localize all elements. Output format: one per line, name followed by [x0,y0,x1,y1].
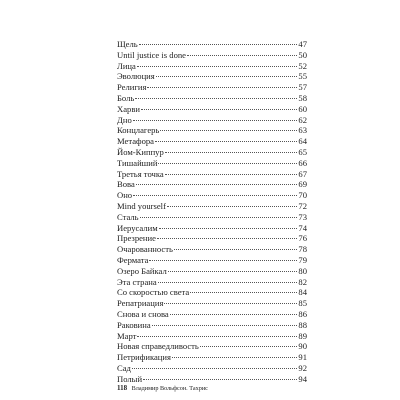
toc-dot-leader [165,152,298,153]
toc-entry [117,341,307,352]
toc-entry [117,136,307,147]
toc-entry-page: 60 [298,103,307,114]
toc-entry-page: 89 [298,330,307,341]
toc-entry-title: Тишайший [117,157,158,168]
toc-dot-leader [190,292,297,293]
toc-entry-page: 91 [298,352,307,363]
toc-dot-leader [132,368,297,369]
toc-entry-page: 62 [298,114,307,125]
toc-entry [117,212,307,223]
toc-dot-leader [174,249,298,250]
toc-dot-leader [168,271,298,272]
toc-entry-title: Mind yourself [117,200,166,211]
toc-entry [117,82,307,93]
toc-entry-page: 63 [298,125,307,136]
toc-entry-title: Оно [117,190,133,201]
toc-entry [117,223,307,234]
toc-entry-title: Полый [117,373,143,384]
toc-entry-page: 94 [298,373,307,384]
table-of-contents [117,39,307,385]
toc-dot-leader [137,336,297,337]
toc-entry-title: Йом-Киппур [117,146,164,157]
toc-entry [117,169,307,180]
toc-entry-page: 73 [298,211,307,222]
toc-entry [117,158,307,169]
toc-dot-leader [155,141,297,142]
toc-dot-leader [136,184,298,185]
toc-dot-leader [167,206,297,207]
page-number: 118 [117,384,128,392]
toc-entry [117,331,307,342]
toc-dot-leader [158,282,298,283]
toc-dot-leader [156,76,298,77]
toc-entry-title: Март [117,330,137,341]
toc-entry-title: Иерусалим [117,222,158,233]
toc-entry-page: 58 [298,92,307,103]
running-footer-text: Владимир Вольфсон. Тахрис [131,385,208,392]
toc-dot-leader [149,260,297,261]
toc-entry-title: Репатриация [117,298,164,309]
toc-dot-leader [160,130,297,131]
toc-entry [117,190,307,201]
toc-entry-page: 88 [298,319,307,330]
toc-entry [117,255,307,266]
toc-entry [117,93,307,104]
toc-entry-page: 76 [298,233,307,244]
toc-entry-title: Петрификация [117,352,171,363]
toc-dot-leader [133,195,297,196]
toc-entry-title: Боль [117,92,135,103]
toc-entry-title: Лица [117,60,136,71]
toc-entry-page: 67 [298,168,307,179]
toc-entry-page: 65 [298,146,307,157]
toc-entry-title: Презрение [117,233,156,244]
toc-entry [117,179,307,190]
toc-entry [117,244,307,255]
toc-entry [117,125,307,136]
toc-entry-title: Until justice is done [117,49,186,60]
toc-entry [117,147,307,158]
toc-dot-leader [135,98,297,99]
toc-entry-page: 47 [298,39,307,49]
toc-entry-page: 70 [298,190,307,201]
toc-dot-leader [143,379,297,380]
page-footer [117,384,208,393]
toc-entry [117,363,307,374]
toc-entry [117,352,307,363]
toc-entry-page: 78 [298,244,307,255]
toc-dot-leader [170,314,298,315]
toc-entry-page: 92 [298,362,307,373]
toc-entry-title: Сад [117,362,131,373]
toc-entry-title: Дно [117,114,132,125]
toc-entry-title: Метафора [117,136,154,147]
toc-entry-title: Озеро Байкал [117,265,167,276]
toc-entry-title: Эта страна [117,276,157,287]
toc-dot-leader [152,325,298,326]
toc-entry-page: 66 [298,157,307,168]
toc-dot-leader [165,174,298,175]
toc-dot-leader [159,228,298,229]
toc-entry-page: 55 [298,71,307,82]
toc-entry [117,50,307,61]
toc-entry [117,201,307,212]
toc-dot-leader [200,346,298,347]
toc-entry [117,309,307,320]
toc-entry-page: 69 [298,179,307,190]
toc-entry [117,39,307,50]
toc-entry-page: 79 [298,254,307,265]
toc-entry-page: 84 [298,287,307,298]
toc-entry [117,277,307,288]
toc-dot-leader [140,217,298,218]
toc-entry [117,71,307,82]
toc-entry-title: Раковина [117,319,151,330]
toc-entry-title: Со скоростью света [117,287,190,298]
toc-entry-title: Религия [117,82,147,93]
toc-entry-page: 82 [298,276,307,287]
toc-entry-title: Вова [117,179,135,190]
toc-entry [117,266,307,277]
toc-entry [117,320,307,331]
toc-dot-leader [147,87,297,88]
toc-entry-page: 52 [298,60,307,71]
toc-entry-page: 57 [298,82,307,93]
toc-entry [117,115,307,126]
toc-entry-page: 86 [298,308,307,319]
toc-entry [117,287,307,298]
toc-entry-page: 80 [298,265,307,276]
toc-entry-title: Новая справедливость [117,341,199,352]
toc-entry [117,61,307,72]
toc-dot-leader [157,238,297,239]
toc-entry-title: Щель [117,39,138,49]
toc-dot-leader [172,357,297,358]
toc-dot-leader [137,66,298,67]
toc-entry-title: Харви [117,103,140,114]
toc-entry [117,374,307,385]
toc-entry-page: 64 [298,136,307,147]
toc-dot-leader [141,109,297,110]
toc-entry-page: 74 [298,222,307,233]
toc-dot-leader [158,163,297,164]
toc-entry [117,104,307,115]
toc-dot-leader [187,55,297,56]
toc-entry-title: Эволюция [117,71,155,82]
toc-dot-leader [133,120,298,121]
toc-dot-leader [139,44,298,45]
toc-entry-page: 90 [298,341,307,352]
toc-entry-title: Третья точка [117,168,164,179]
toc-entry-page: 85 [298,298,307,309]
toc-entry-title: Концлагерь [117,125,160,136]
toc-entry-title: Сталь [117,211,139,222]
toc-entry-page: 72 [298,200,307,211]
toc-dot-leader [164,303,297,304]
toc-entry-page: 50 [298,49,307,60]
toc-entry-title: Снова и снова [117,308,169,319]
toc-entry [117,298,307,309]
toc-entry-title: Фермата [117,254,149,265]
toc-entry [117,233,307,244]
toc-entry-title: Очарованность [117,244,173,255]
